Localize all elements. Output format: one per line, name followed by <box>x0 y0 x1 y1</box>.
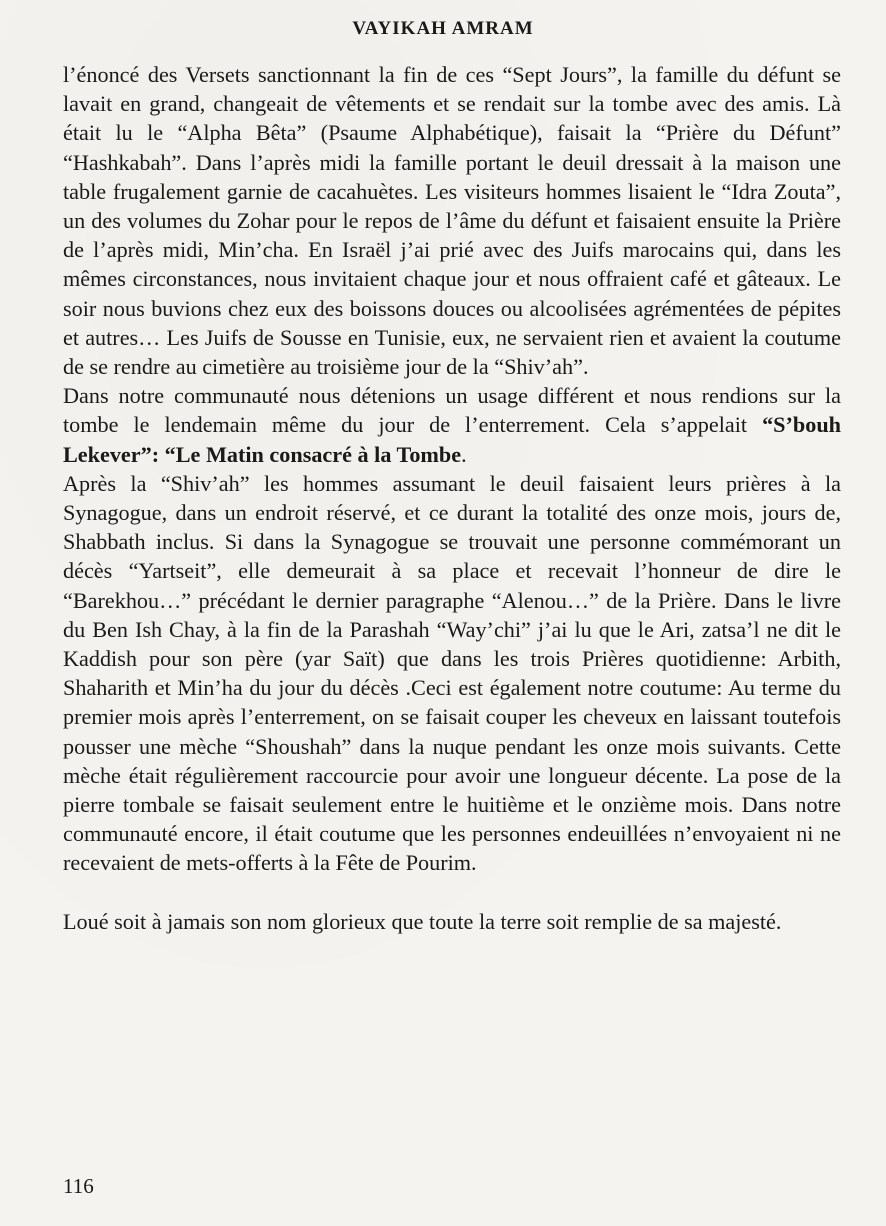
paragraph-end: . <box>461 441 467 467</box>
body-text <box>63 60 841 936</box>
paragraph <box>63 381 841 469</box>
page-number: 116 <box>63 1174 94 1198</box>
bold-phrase: “S’bouh Lekever”: “Le Matin consacré à la Tombe <box>63 412 841 467</box>
paragraph-text: Dans notre communauté nous détenions un usage différent et nous rendions sur la tombe le lendemain même du jour de l’enterrement. Cela s’appelait <box>63 383 841 438</box>
paragraph: Après la “Shiv’ah” les hommes assumant le deuil faisaient leurs prières à la Synagogue, dans un endroit réservé, et ce durant la totalité des onze mois, jours de, Shabbath inclus. Si dans la Synagogue se trouvait une personne commémorant un décès “Yartseit”, elle demeurait à sa place et recevait l’honneur de dire le “Barekhou…” précédant le dernier paragraphe “Alenou…” de la Prière. Dans le livre du Ben Ish Chay, à la fin de la Parashah “Way’chi” j’ai lu que le Ari, zatsa’l ne dit le Kaddish pour son père (yar Saït) que dans les trois Prières quotidienne: Arbith, Shaharith et Min’ha du jour du décès .Ceci est également notre coutume: Au terme du premier mois après l’enterrement, on se faisait couper les cheveux en laissant toutefois pousser une mèche “Shoushah” dans la nuque pendant les onze mois suivants. Cette mèche était régulièrement raccourcie pour avoir une longueur décente. La pose de la pierre tombale se faisait seulement entre le huitième et le onzième mois. Dans notre communauté encore, il était coutume que les personnes endeuillées n’envoyaient ni ne recevaient de mets-offerts à la Fête de Pourim. <box>63 470 841 876</box>
closing-paragraph: Loué soit à jamais son nom glorieux que toute la terre soit remplie de sa majesté. <box>63 908 782 934</box>
running-header: VAYIKAH AMRAM <box>352 18 534 39</box>
paragraph: l’énoncé des Versets sanctionnant la fin de ces “Sept Jours”, la famille du défunt se lavait en grand, changeait de vêtements et se rendait sur la tombe avec des amis. Là était lu le “Alpha Bêta” (Psaume Alphabétique), faisait la “Prière du Défunt” “Hashkabah”. Dans l’après midi la famille portant le deuil dressait à la maison une table frugalement garnie de cacahuètes. Les visiteurs hommes lisaient le “Idra Zouta”, un des volumes du Zohar pour le repos de l’âme du défunt et faisaient ensuite la Prière de l’après midi, Min’cha. En Israël j’ai prié avec des Juifs marocains qui, dans les mêmes circonstances, nous invitaient chaque jour et nous offraient café et gâteaux. Le soir nous buvions chez eux des boissons douces ou alcoolisées agrémentées de pépites et autres… Les Juifs de Sousse en Tunisie, eux, ne servaient rien et avaient la coutume de se rendre au cimetière au troisième jour de la “Shiv’ah”. <box>63 62 841 380</box>
